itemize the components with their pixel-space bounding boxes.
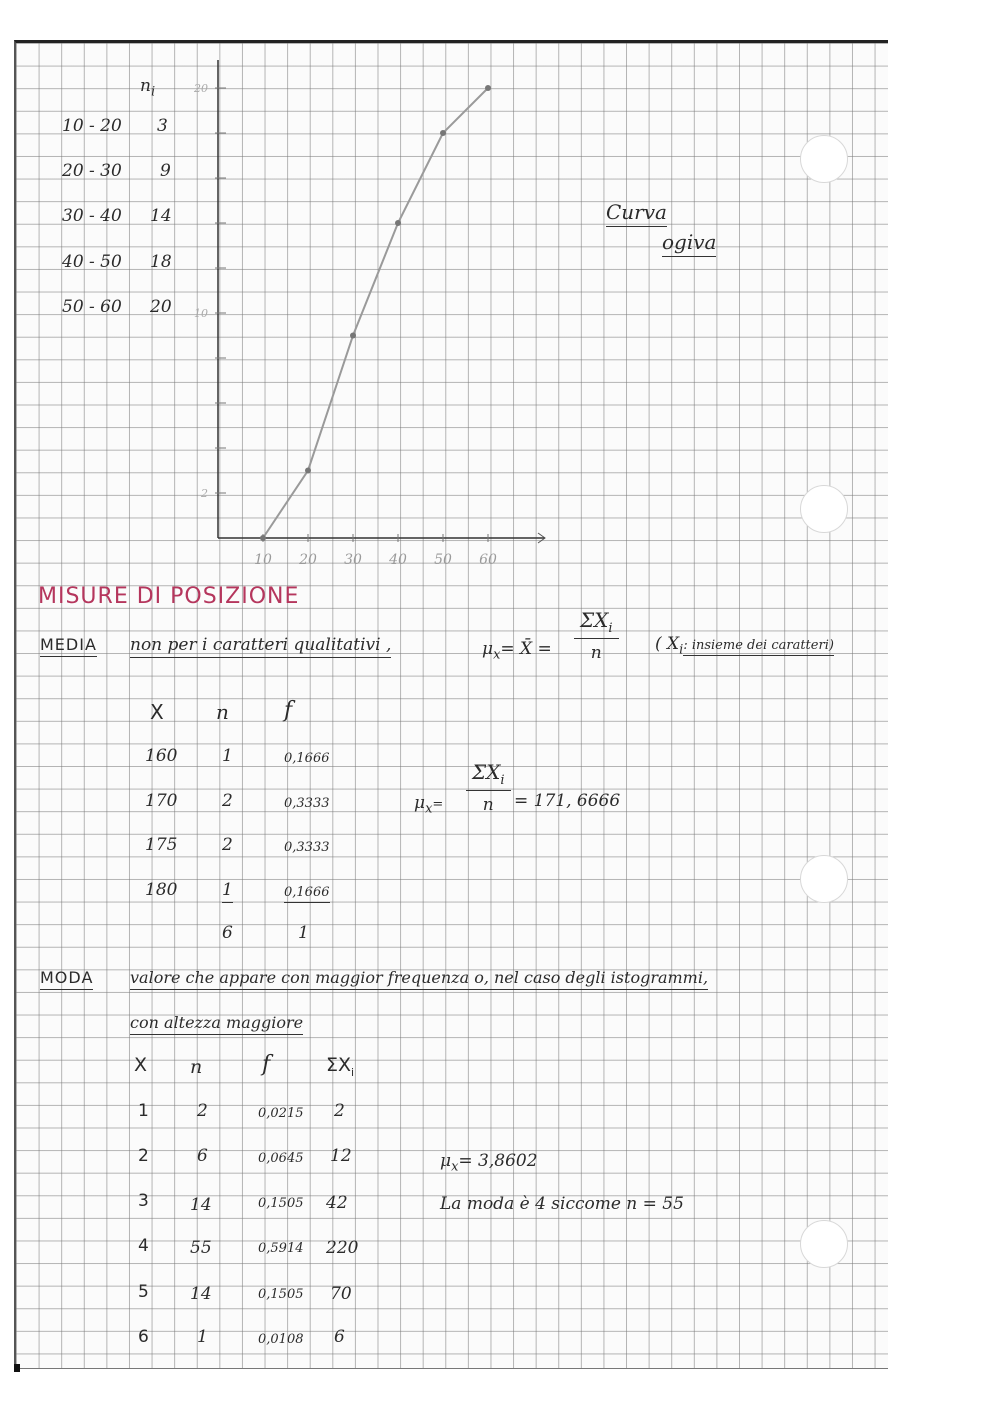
table2-header-f: f — [262, 1052, 271, 1077]
media-result-fraction: $\Sigma X_i$ n — [466, 760, 511, 815]
moda-conclusion: La moda è 4 siccome n = 55 — [440, 1194, 684, 1214]
ogive-point — [350, 333, 356, 339]
table1-row-n: 2 — [222, 791, 233, 811]
table1-row-x: 175 — [145, 835, 178, 855]
ogive-annotation-line1: Curva — [606, 202, 667, 222]
table2-row-sum: 42 — [326, 1193, 348, 1213]
table2-row-f: 0,0645 — [258, 1151, 304, 1166]
media-result-lhs: $\mu_x=$ — [414, 793, 444, 817]
table1-total-n: 6 — [222, 923, 233, 943]
table1-row-n: 1 — [222, 746, 233, 766]
x-tick-label: 50 — [434, 552, 452, 568]
moda-text-line1: valore che appare con maggior frequenza o, nel caso degli istogrammi, — [130, 970, 708, 986]
ogive-interval: 50 - 60 — [62, 297, 122, 317]
ogive-count: 3 — [157, 116, 168, 136]
x-tick-label: 40 — [389, 552, 407, 568]
punch-hole — [800, 855, 848, 903]
ogive-interval: 10 - 20 — [62, 116, 122, 136]
table1-header-f: f — [284, 698, 293, 723]
table2-row-n: 6 — [197, 1146, 208, 1166]
table1-row-n: 1 — [222, 882, 233, 899]
ogive-annotation-line2: ogiva — [662, 232, 716, 252]
table1-row-f: 0,1666 — [284, 751, 330, 766]
ogive-interval: 40 - 50 — [62, 252, 122, 272]
table2-row-sum: 220 — [326, 1238, 359, 1258]
media-text: non per i caratteri qualitativi , — [130, 637, 391, 654]
table2-row-x: 3 — [138, 1191, 149, 1211]
table2-row-x: 2 — [138, 1146, 149, 1166]
media-note: ( $X_i$: insieme dei caratteri) — [655, 634, 834, 658]
media-formula-lhs: $\mu_x=$ X̄ = — [482, 639, 552, 663]
table2-row-n: 2 — [197, 1101, 208, 1121]
table2-row-n: 14 — [190, 1284, 212, 1304]
moda-text-line2: con altezza maggiore — [130, 1015, 303, 1031]
table2-row-x: 5 — [138, 1282, 149, 1302]
media-result-value: = 171, 6666 — [514, 791, 621, 811]
corner-mark — [14, 1364, 20, 1372]
x-tick-label: 30 — [344, 552, 362, 568]
ogive-interval: 20 - 30 — [62, 161, 122, 181]
y-tick-label: 10 — [194, 307, 208, 320]
table1-row-f: 0,1666 — [284, 886, 330, 899]
table1-row-x: 170 — [145, 791, 178, 811]
table2-header-sum: $\Sigma X_i$ — [326, 1054, 355, 1079]
media-formula-fraction: $\Sigma X_i$ n — [574, 608, 619, 663]
moda-mu-result: $\mu_x= 3,8602$ — [440, 1151, 538, 1175]
table2-header-n: n — [190, 1056, 203, 1078]
table1-total-f: 1 — [298, 923, 309, 943]
ogive-count: 9 — [160, 161, 171, 181]
table1-header-n: n — [216, 700, 229, 724]
ogive-count: 20 — [150, 297, 172, 317]
section-title: MISURE DI POSIZIONE — [38, 584, 300, 609]
media-label: MEDIA — [40, 637, 97, 653]
table2-row-f: 0,1505 — [258, 1287, 304, 1302]
ogive-line — [263, 88, 488, 538]
table2-row-n: 14 — [190, 1195, 212, 1215]
table2-row-f: 0,0108 — [258, 1332, 304, 1347]
y-tick-label: 20 — [194, 82, 208, 95]
x-tick-label: 10 — [254, 552, 272, 568]
table2-row-sum: 2 — [334, 1101, 345, 1121]
table2-row-f: 0,1505 — [258, 1196, 304, 1211]
table2-row-x: 4 — [138, 1236, 149, 1256]
x-tick-label: 20 — [299, 552, 317, 568]
table1-row-x: 160 — [145, 746, 178, 766]
table2-row-n: 55 — [190, 1238, 212, 1258]
table1-row-x: 180 — [145, 880, 178, 900]
ogive-count: 18 — [150, 252, 172, 272]
table1-row-f: 0,3333 — [284, 796, 330, 811]
table2-row-x: 1 — [138, 1101, 149, 1121]
punch-hole — [800, 1220, 848, 1268]
table1-row-f: 0,3333 — [284, 840, 330, 855]
ogive-point — [485, 85, 491, 91]
y-tick-label: 2 — [201, 487, 208, 500]
table2-row-f: 0,5914 — [258, 1241, 304, 1256]
table1-header-x: X — [150, 700, 164, 724]
table1-row-n: 2 — [222, 835, 233, 855]
table2-header-x: X — [134, 1054, 148, 1076]
table2-row-f: 0,0215 — [258, 1106, 304, 1121]
ogive-point — [440, 130, 446, 136]
ogive-count: 14 — [150, 206, 172, 226]
table2-row-sum: 12 — [330, 1146, 352, 1166]
ogive-point — [395, 220, 401, 226]
moda-label: MODA — [40, 970, 93, 986]
x-tick-label: 60 — [479, 552, 497, 568]
ogive-table-header: $n_i$ — [140, 76, 156, 100]
table2-row-x: 6 — [138, 1327, 149, 1347]
ogive-chart — [0, 0, 1000, 600]
ogive-point — [305, 468, 311, 474]
ogive-interval: 30 - 40 — [62, 206, 122, 226]
table2-row-sum: 6 — [334, 1327, 345, 1347]
table2-row-n: 1 — [197, 1327, 208, 1347]
table2-row-sum: 70 — [330, 1284, 352, 1304]
